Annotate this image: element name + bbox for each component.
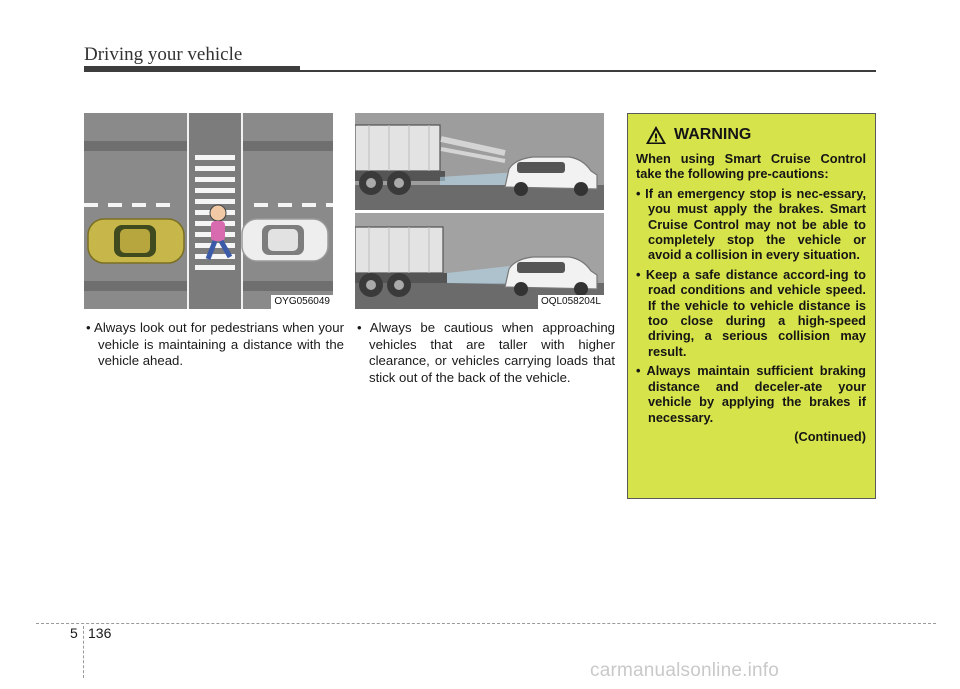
warning-item: • Keep a safe distance accord-ing to road conditions and vehicle speed. If the vehicle to vehicle distance is too close during a high-speed driving, a serious collision may result. <box>636 266 866 359</box>
page-number: 136 <box>88 625 112 641</box>
page-section-number: 5 <box>70 625 78 641</box>
warning-continued: (Continued) <box>794 428 866 444</box>
page-header-title: Driving your vehicle <box>84 44 243 65</box>
header-rule-thick <box>84 66 300 72</box>
warning-title: WARNING <box>674 126 752 144</box>
bullet-pedestrians: • Always look out for pedestrians when your vehicle is maintaining a distance with the vehicle ahead. <box>86 320 344 368</box>
warning-item: • Always maintain sufficient braking distance and deceler-ate your vehicle by applying the brakes if necessary. <box>636 363 866 425</box>
bullet-taller-vehicles: • Always be cautious when approaching vehicles that are taller with higher clearance, or vehicles carrying loads that stick out of the back of the vehicle. <box>357 320 615 385</box>
warning-header <box>645 124 866 146</box>
header-rule-thin <box>300 70 876 72</box>
warning-item: • If an emergency stop is nec-essary, you must apply the brakes. Smart Cruise Control may not be able to completely stop the vehicle or avoid a collision in every situation. <box>636 185 866 263</box>
pedestrian-crossing-illustration <box>84 113 333 309</box>
figure-pedestrian-crossing <box>84 113 333 309</box>
footer-rule <box>36 623 936 624</box>
warning-intro: When using Smart Cruise Control take the following pre-cautions: <box>636 151 866 182</box>
watermark-text: carmanualsonline.info <box>590 660 780 681</box>
warning-box <box>627 113 876 499</box>
footer-divider <box>83 626 84 678</box>
warning-triangle-icon <box>645 125 667 145</box>
figure-code: OQL058204L <box>538 295 604 309</box>
figure-truck-clearance <box>355 113 604 309</box>
figure-code: OYG056049 <box>271 295 333 309</box>
truck-clearance-illustration <box>355 113 604 309</box>
